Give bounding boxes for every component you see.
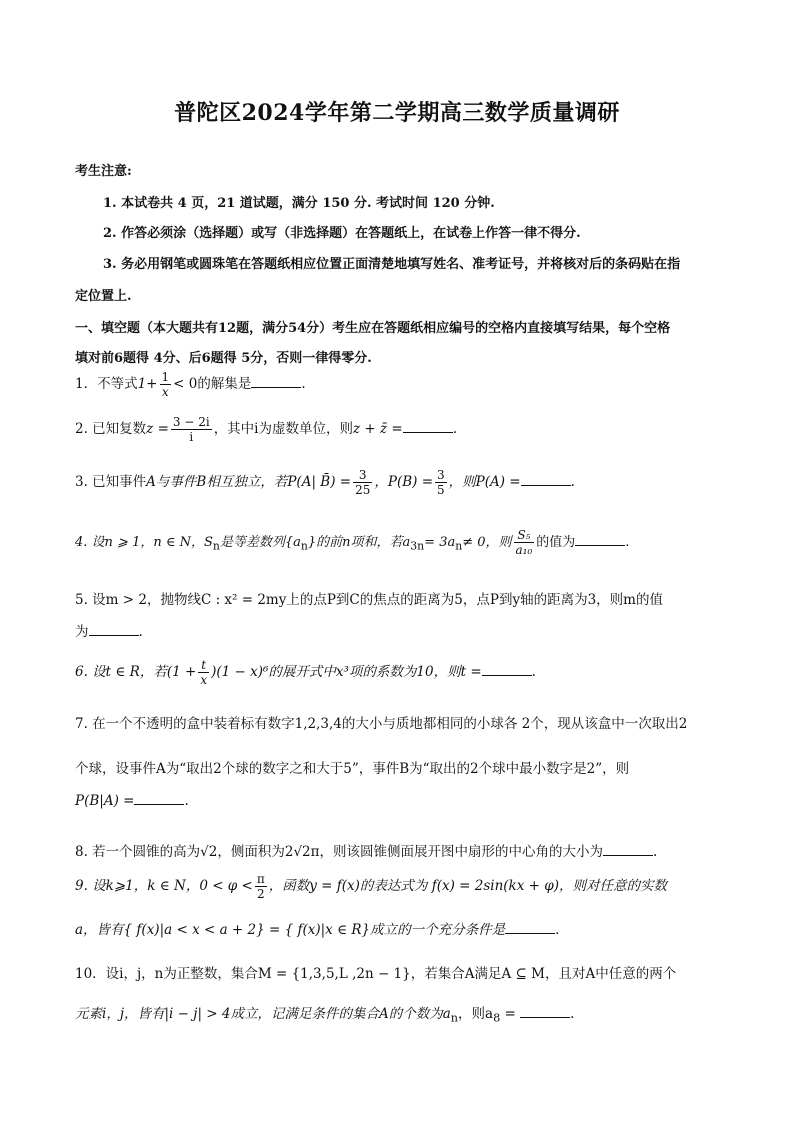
fraction: $\frac{3 - 2i}{i}$ <box>172 415 210 444</box>
question-9-line1: 9. 设k⩾1，k ∈ N，0 < φ < $\frac{\pi}{2}$ ，函数y = f(x)的表达式为 f(x) = 2sin(kx + φ)，则对任意的实数 <box>75 872 667 901</box>
question-1: 1．不等式1+ $\frac{1}{x}$ < 0的解集是 . <box>75 370 306 399</box>
answer-blank[interactable] <box>134 792 184 805</box>
question-10-line2: 元素i，j，皆有|i − j| > 4成立，记满足条件的集合A的个数为$a_n$，则$a_8$ = . <box>75 1006 575 1025</box>
notice-item-3-cont: 定位置上. <box>75 289 132 304</box>
question-6: 6. 设t ∈ R，若(1 + $\frac{t}{x}$ )(1 − x)⁶的展开式中x³项的系数为10，则t = . <box>75 658 536 687</box>
answer-blank[interactable] <box>520 1005 570 1018</box>
notice-item-1: 1. 本试卷共 4 页，21 道试题，满分 150 分. 考试时间 120 分钟. <box>103 196 495 211</box>
answer-blank[interactable] <box>521 473 571 486</box>
fraction: $\frac{t}{x}$ <box>200 658 208 687</box>
question-7-line2: 个球，设事件A为“取出2个球的数字之和大于5”，事件B为“取出的2个球中最小数字是2”，则 <box>75 761 630 777</box>
fraction: $\frac{3}{25}$ <box>355 468 371 497</box>
notice-item-2: 2. 作答必须涂（选择题）或写（非选择题）在答题纸上，在试卷上作答一律不得分. <box>103 226 581 241</box>
question-10-line1: 10．设i，j，n为正整数，集合M = {1,3,5,L ,2n − 1}，若集合A满足A ⊆ M，且对A中任意的两个 <box>75 966 677 982</box>
answer-blank[interactable] <box>505 921 555 934</box>
answer-blank[interactable] <box>251 375 301 388</box>
question-3: 3. 已知事件A与事件B相互独立，若P(A| B̄) = $\frac{3}{25}$ ，P(B) = $\frac{3}{5}$ ，则P(A) = . <box>75 468 575 497</box>
question-7-line3: P(B|A) = . <box>75 793 189 809</box>
question-2: 2. 已知复数z = $\frac{3 - 2i}{i}$ ，其中i为虚数单位，则z + z̄ = . <box>75 415 458 444</box>
fraction: $\frac{1}{x}$ <box>161 370 170 399</box>
fraction: $\frac{\text{S₅}}{\text{a₁₀}}$ <box>515 528 533 557</box>
question-8: 8. 若一个圆锥的高为√2，侧面积为2√2π，则该圆锥侧面展开图中扇形的中心角的大小为 . <box>75 844 658 860</box>
answer-blank[interactable] <box>575 533 625 546</box>
answer-blank[interactable] <box>603 843 653 856</box>
question-5-line1: 5. 设m > 2，抛物线C : x² = 2my上的点P到C的焦点的距离为5，点P到y轴的距离为3，则m的值 <box>75 592 663 608</box>
question-7-line1: 7. 在一个不透明的盒中装着标有数字1,2,3,4的大小与质地都相同的小球各 2个，现从该盒中一次取出2 <box>75 716 688 732</box>
question-5-line2: 为 . <box>75 624 143 640</box>
exam-title: 普陀区2024学年第二学期高三数学质量调研 <box>174 100 620 126</box>
notice-item-3: 3. 务必用钢笔或圆珠笔在答题纸相应位置正面清楚地填写姓名、准考证号，并将核对后的条码贴在指 <box>103 257 681 272</box>
notice-heading: 考生注意: <box>75 164 132 179</box>
answer-blank[interactable] <box>482 663 532 676</box>
fraction: $\frac{3}{5}$ <box>437 468 445 497</box>
section1-instructions-line2: 填对前6题得 4分、后6题得 5分，否则一律得零分. <box>75 351 372 366</box>
section1-instructions-line1: 一、填空题（本大题共有12题，满分54分）考生应在答题纸相应编号的空格内直接填写结果，每个空格 <box>75 321 671 336</box>
answer-blank[interactable] <box>89 623 139 636</box>
question-9-line2: a，皆有{ f(x)|a < x < a + 2} = { f(x)|x ∈ R}成立的一个充分条件是 . <box>75 922 560 938</box>
question-4: 4. 设n ⩾ 1，n ∈ N，$S_n$是等差数列$\{a_n\}$的前n项和，若$a_{3n}= 3a_n\ne 0$，则 $\frac{\text{S₅}}{\text{a₁₀}}$ 的值为 . <box>75 528 630 557</box>
fraction: $\frac{\pi}{2}$ <box>256 872 265 901</box>
answer-blank[interactable] <box>403 420 453 433</box>
